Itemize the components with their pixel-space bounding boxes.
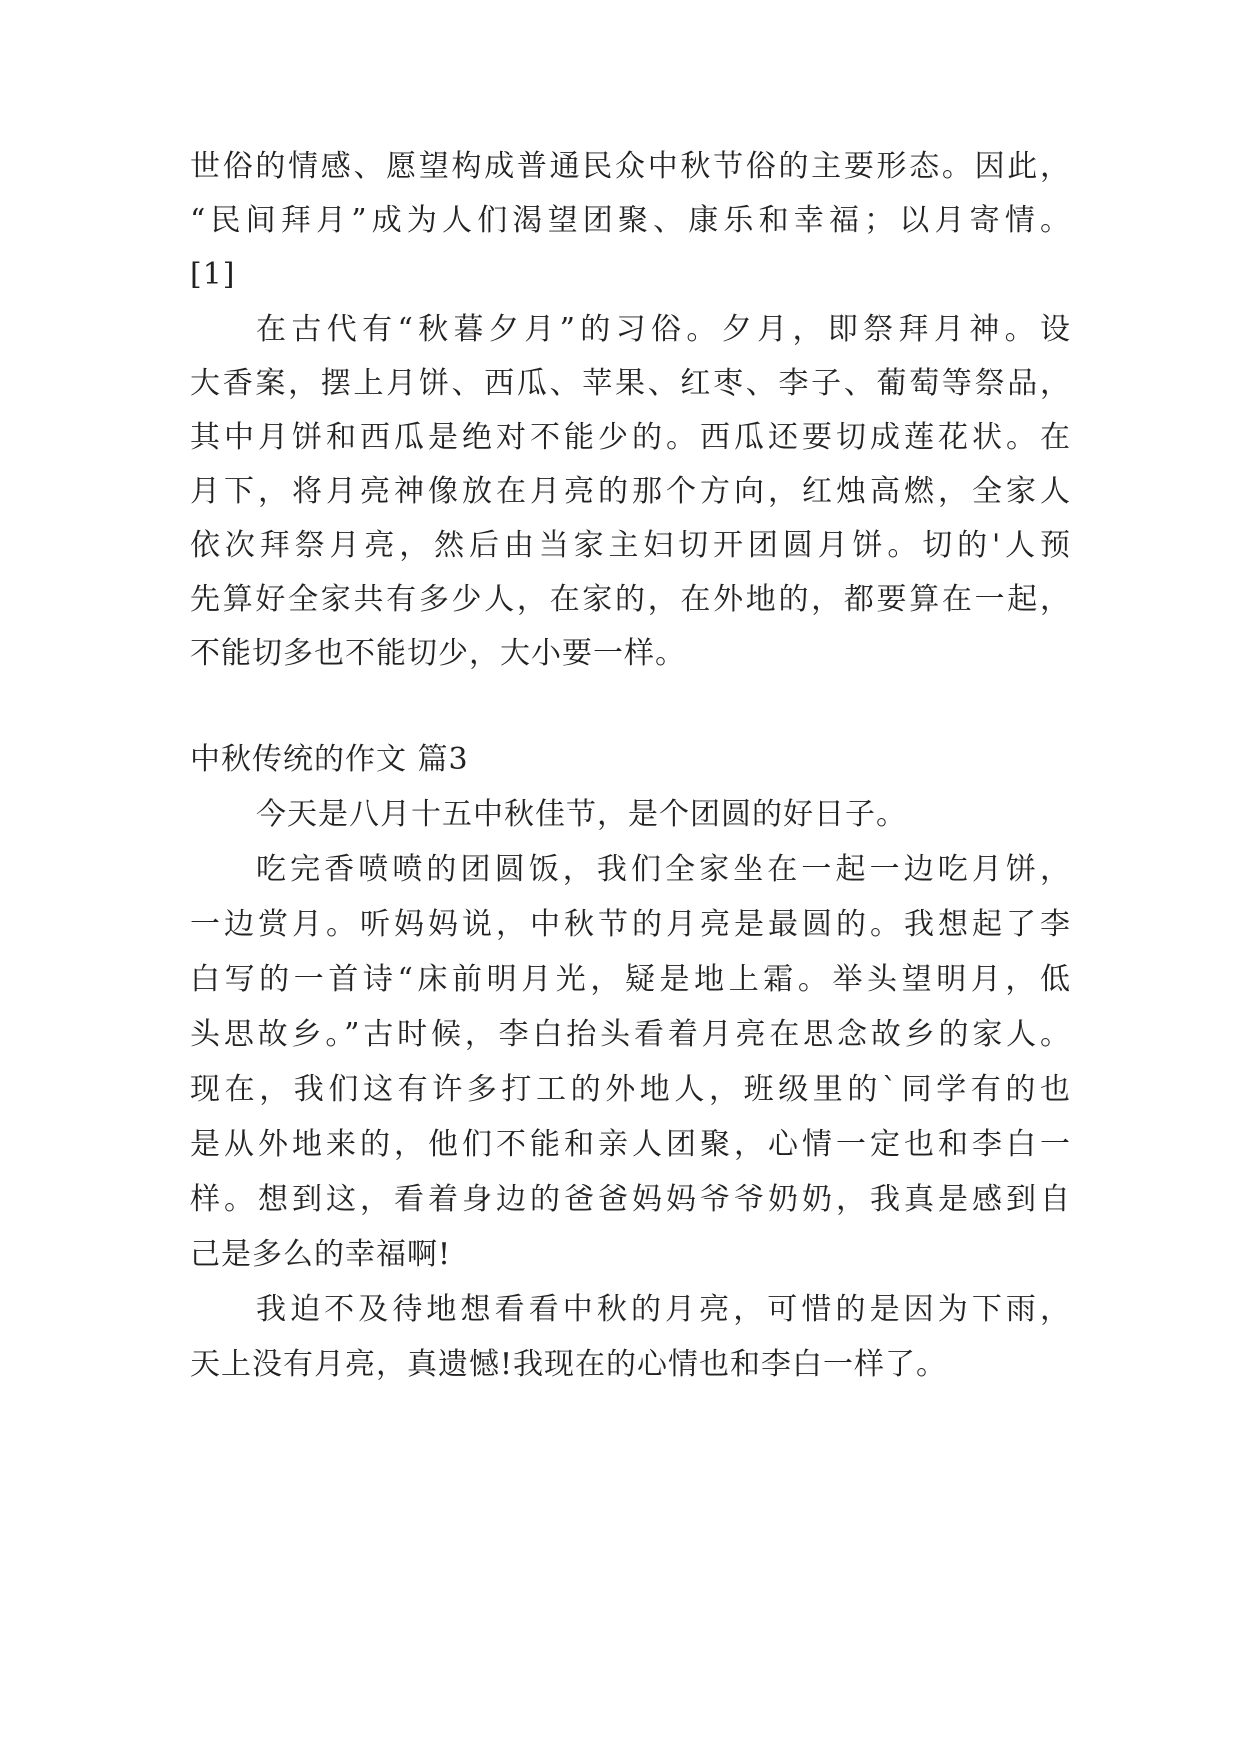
paragraph-line: 样。想到这，看着身边的爸爸妈妈爷爷奶奶，我真是感到自 — [190, 1182, 1070, 1217]
paragraph-line: 月下，将月亮神像放在月亮的那个方向，红烛高燃，全家人 — [190, 474, 1070, 509]
paragraph-line: 吃完香喷喷的团圆饭，我们全家坐在一起一边吃月饼， — [256, 852, 1070, 887]
paragraph-line: 世俗的情感、愿望构成普通民众中秋节俗的主要形态。因此， — [190, 149, 1070, 184]
paragraph-line: 白写的一首诗“床前明月光，疑是地上霜。举头望明月，低 — [190, 962, 1070, 997]
paragraph-line: 先算好全家共有多少人，在家的，在外地的，都要算在一起， — [190, 582, 1070, 617]
paragraph-line: 一边赏月。听妈妈说，中秋节的月亮是最圆的。我想起了李 — [190, 907, 1070, 942]
paragraph-line: 大香案，摆上月饼、西瓜、苹果、红枣、李子、葡萄等祭品， — [190, 366, 1070, 401]
paragraph-line: 现在，我们这有许多打工的外地人，班级里的`同学有的也 — [190, 1072, 1070, 1107]
paragraph-line: 是从外地来的，他们不能和亲人团聚，心情一定也和李白一 — [190, 1127, 1070, 1162]
paragraph-line: 不能切多也不能切少，大小要一样。 — [190, 636, 686, 671]
paragraph-line: 天上没有月亮，真遗憾!我现在的心情也和李白一样了。 — [190, 1347, 948, 1382]
paragraph-line: 依次拜祭月亮，然后由当家主妇切开团圆月饼。切的'人预 — [190, 528, 1070, 563]
paragraph-line: “民间拜月”成为人们渴望团聚、康乐和幸福；以月寄情。 — [190, 203, 1070, 238]
paragraph-line: 己是多么的幸福啊! — [190, 1237, 452, 1272]
section-heading: 中秋传统的作文 篇3 — [190, 742, 469, 777]
paragraph-line: 其中月饼和西瓜是绝对不能少的。西瓜还要切成莲花状。在 — [190, 420, 1070, 455]
paragraph-line: 今天是八月十五中秋佳节，是个团圆的好日子。 — [256, 797, 907, 832]
footnote-reference: [1] — [190, 257, 236, 292]
paragraph-line: 我迫不及待地想看看中秋的月亮，可惜的是因为下雨， — [256, 1292, 1070, 1327]
document-page — [190, 0, 1070, 1754]
paragraph-line: 在古代有“秋暮夕月”的习俗。夕月，即祭拜月神。设 — [256, 312, 1070, 347]
paragraph-line: 头思故乡。”古时候，李白抬头看着月亮在思念故乡的家人。 — [190, 1017, 1070, 1052]
